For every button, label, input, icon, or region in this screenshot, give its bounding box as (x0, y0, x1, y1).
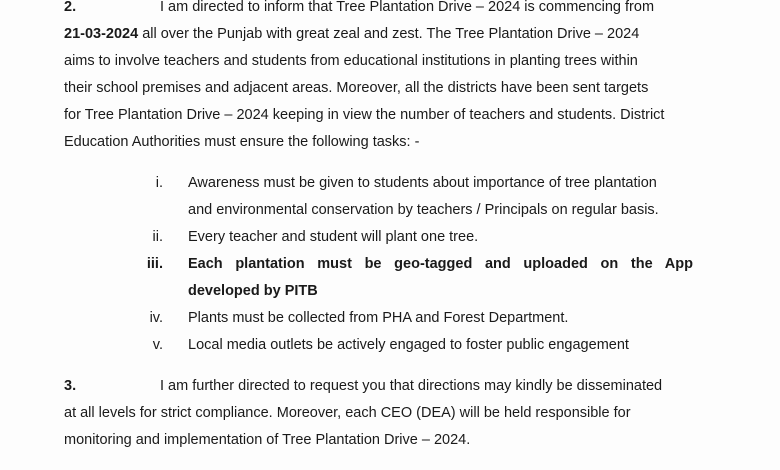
list-item-text: Every teacher and student will plant one tree. (188, 229, 479, 245)
paragraph-line: monitoring and implementation of Tree Plantation Drive – 2024. (64, 432, 471, 448)
list-item-text: developed by PITB (188, 283, 318, 299)
paragraph-line (64, 25, 696, 43)
paragraph-number: 3. (64, 378, 77, 394)
list-numeral: v. (152, 337, 163, 353)
paragraph-line-text: all over the Punjab with great zeal and zest. The Tree Plantation Drive – 2024 (138, 26, 640, 42)
commencement-date: 21-03-2024 (64, 26, 139, 42)
list-item-text: Plants must be collected from PHA and Forest Department. (188, 310, 569, 326)
paragraph-number: 2. (64, 0, 77, 15)
list-item-text: and environmental conservation by teachers / Principals on regular basis. (188, 202, 659, 218)
paragraph-line: I am further directed to request you that directions may kindly be disseminated (160, 378, 663, 394)
paragraph-line: I am directed to inform that Tree Plantation Drive – 2024 is commencing from (160, 0, 655, 15)
paragraph-line: aims to involve teachers and students from educational institutions in planting trees within (64, 53, 638, 69)
list-item-text: Local media outlets be actively engaged to foster public engagement (188, 337, 629, 353)
list-numeral: ii. (152, 229, 163, 245)
list-item-text: Each plantation must be geo-tagged and uploaded on the App (188, 256, 693, 272)
paragraph-line: Education Authorities must ensure the following tasks: - (64, 134, 420, 150)
list-numeral: iii. (146, 256, 163, 272)
list-numeral: iv. (149, 310, 163, 326)
paragraph-line: their school premises and adjacent areas. Moreover, all the districts have been sent targets (64, 80, 649, 96)
paragraph-line: for Tree Plantation Drive – 2024 keeping in view the number of teachers and students. District (64, 107, 665, 123)
paragraph-line: at all levels for strict compliance. Moreover, each CEO (DEA) will be held responsible for (64, 405, 631, 421)
list-item-text: Awareness must be given to students about importance of tree plantation (188, 175, 657, 191)
list-numeral: i. (155, 175, 163, 191)
